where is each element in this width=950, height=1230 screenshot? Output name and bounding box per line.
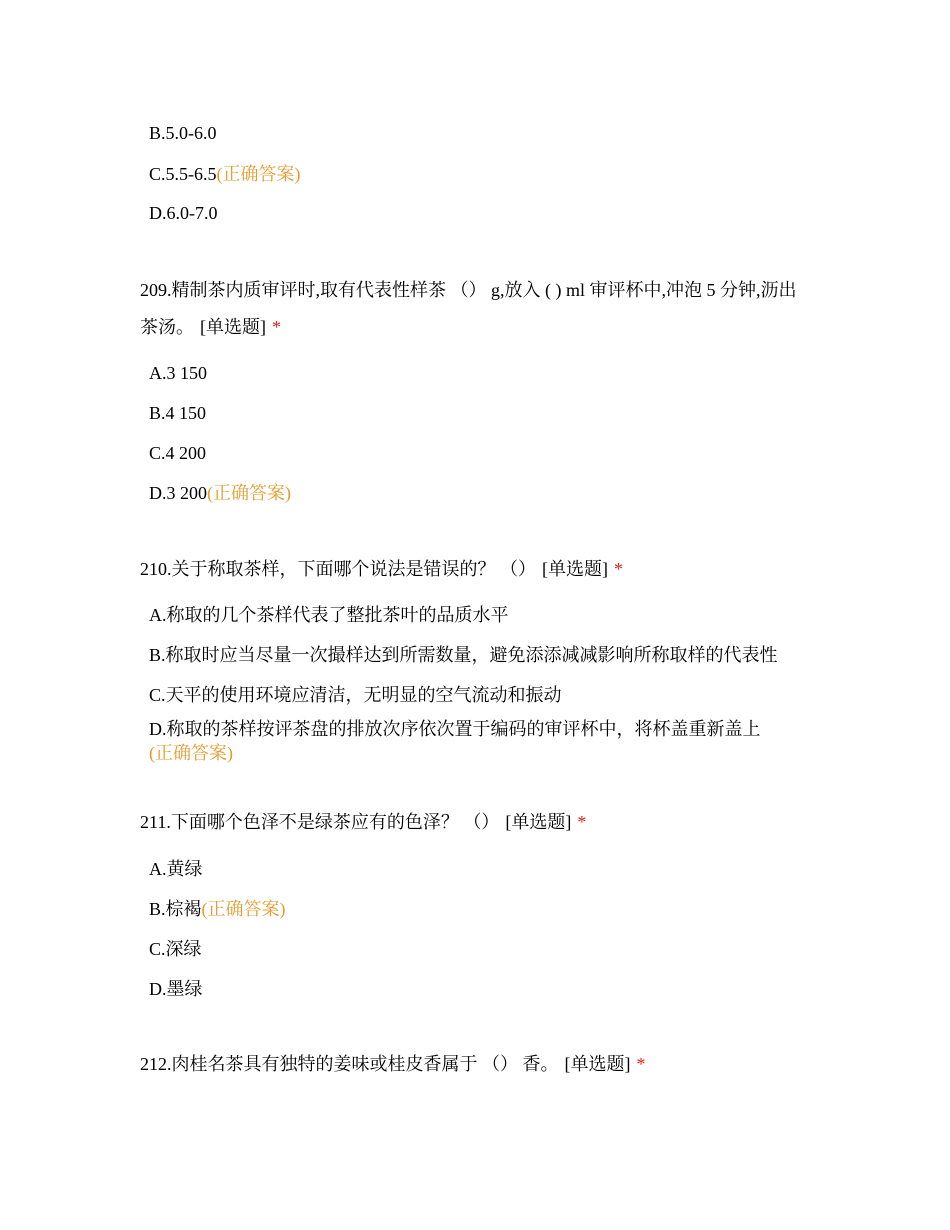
- q209-option-c: C.4 200: [149, 443, 207, 463]
- q210-option-b: B.称取时应当尽量一次撮样达到所需数量，避免添添减减影响所称取样的代表性: [149, 645, 778, 665]
- q208-option-b: B.5.0-6.0: [149, 123, 217, 143]
- correct-answer-tag: (正确答案): [201, 899, 286, 919]
- question-209-title: 209.精制茶内质审评时,取有代表性样茶 （） g,放入 ( ) ml 审评杯中,冲泡 5 分钟,沥出茶汤。 [单选题] *: [140, 280, 797, 337]
- question-type: [单选题]: [200, 317, 266, 337]
- correct-answer-tag: (正确答案): [216, 164, 301, 184]
- correct-answer-tag: (正确答案): [149, 743, 233, 763]
- required-mark: *: [636, 1054, 646, 1074]
- correct-answer-tag: (正确答案): [207, 483, 291, 503]
- q208-option-d: D.6.0-7.0: [149, 203, 218, 223]
- question-type: [单选题]: [564, 1054, 631, 1074]
- question-type: [单选题]: [505, 812, 572, 832]
- q210-option-a: A.称取的几个茶样代表了整批茶叶的品质水平: [149, 605, 509, 625]
- q211-option-d: D.墨绿: [149, 979, 203, 999]
- q211-option-a: A.黄绿: [149, 859, 203, 879]
- q210-option-c: C.天平的使用环境应清洁，无明显的空气流动和振动: [149, 685, 562, 705]
- required-mark: *: [577, 812, 587, 832]
- q209-option-b: B.4 150: [149, 403, 207, 423]
- q209-option-d: D.3 200(正确答案): [149, 483, 291, 503]
- required-mark: *: [272, 317, 281, 337]
- question-211-title: 211.下面哪个色泽不是绿茶应有的色泽？ （） [单选题] *: [140, 812, 587, 832]
- question-212-title: 212.肉桂名茶具有独特的姜味或桂皮香属于 （） 香。 [单选题] *: [140, 1054, 646, 1074]
- q211-option-b: B.棕褐(正确答案): [149, 899, 286, 919]
- required-mark: *: [614, 559, 623, 579]
- question-type: [单选题]: [542, 559, 608, 579]
- q211-option-c: C.深绿: [149, 939, 202, 959]
- q209-option-a: A.3 150: [149, 363, 207, 383]
- q208-option-c: C.5.5-6.5(正确答案): [149, 164, 301, 184]
- question-210-title: 210.关于称取茶样，下面哪个说法是错误的？ （） [单选题] *: [140, 559, 623, 579]
- q210-option-d: D.称取的茶样按评茶盘的排放次序依次置于编码的审评杯中，将杯盖重新盖上 (正确答案): [149, 719, 761, 763]
